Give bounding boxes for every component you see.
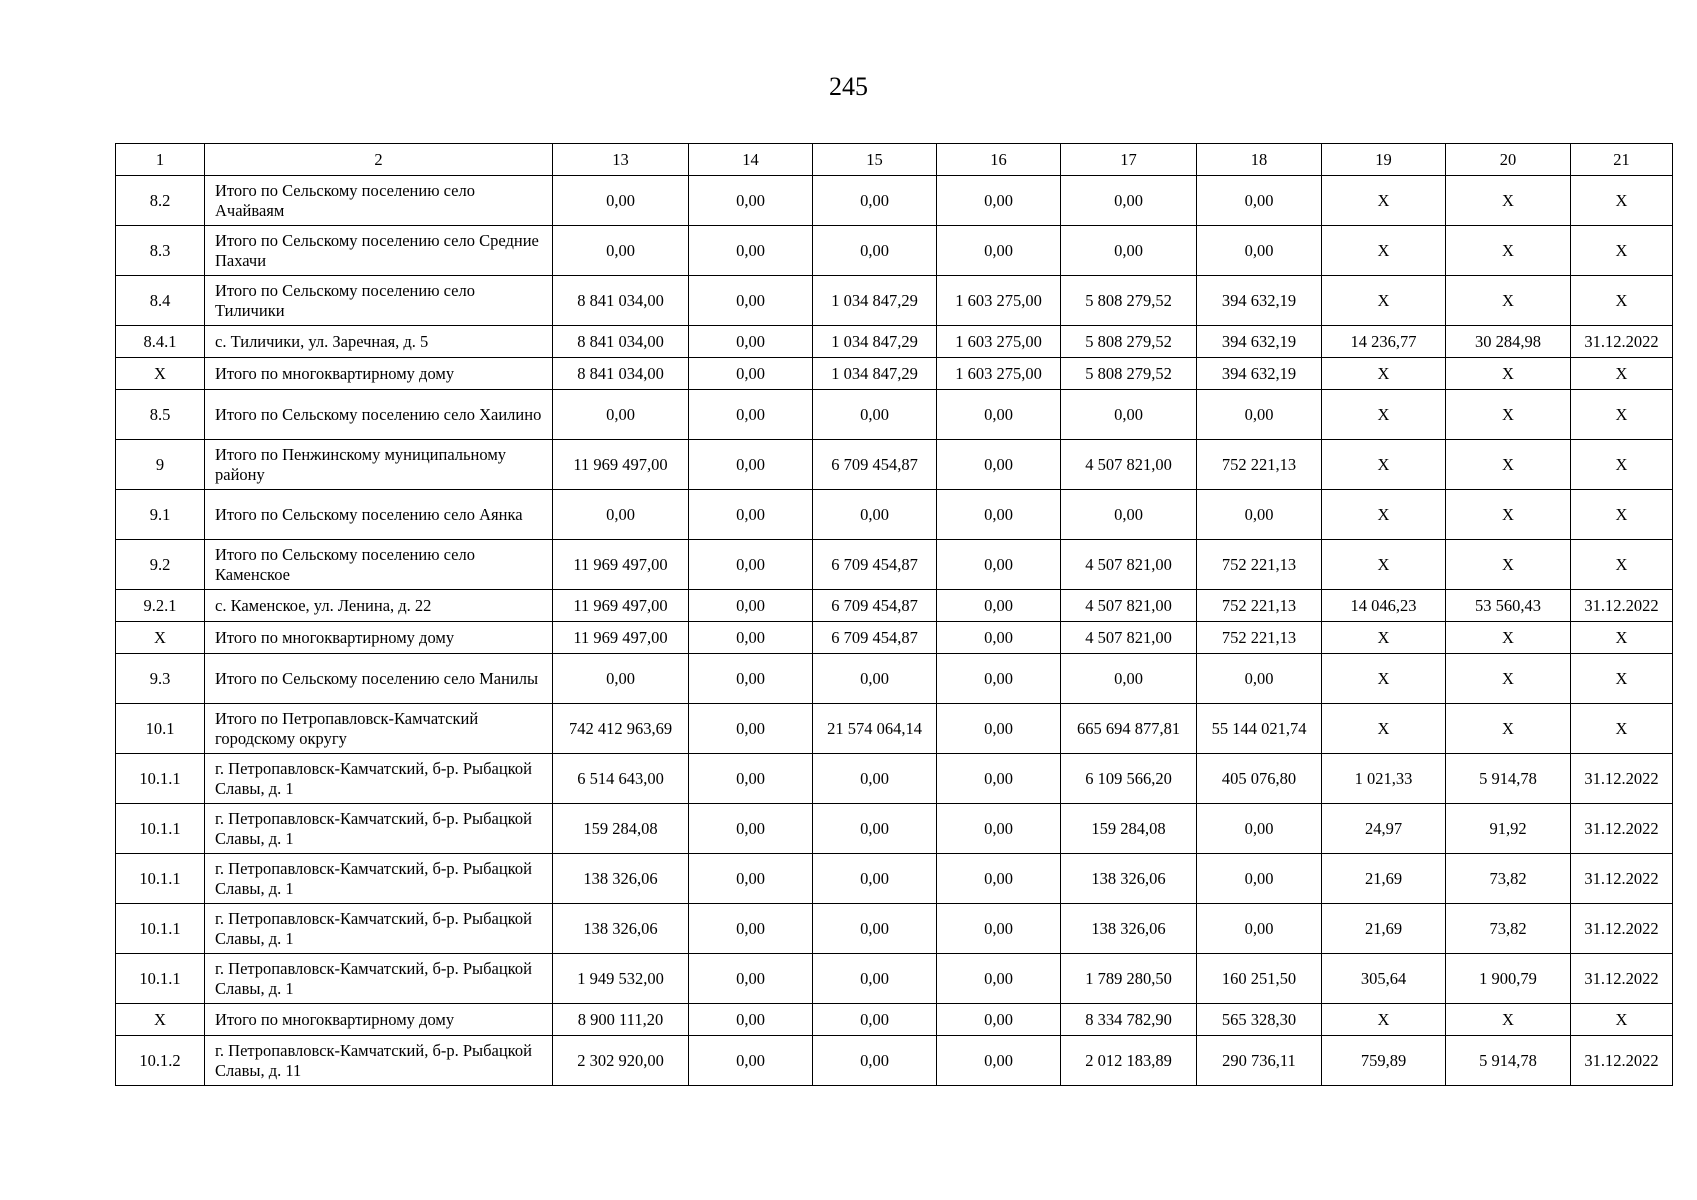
row-name-cell: г. Петропавловск-Камчатский, б-р. Рыбацкой Славы, д. 1 <box>205 754 553 804</box>
value-cell: 8 841 034,00 <box>553 358 689 390</box>
table-row <box>116 754 1673 804</box>
value-cell: 1 034 847,29 <box>813 326 937 358</box>
value-cell: 31.12.2022 <box>1571 804 1673 854</box>
value-cell: 665 694 877,81 <box>1061 704 1197 754</box>
value-cell: 5 808 279,52 <box>1061 326 1197 358</box>
value-cell: 4 507 821,00 <box>1061 622 1197 654</box>
column-header: 18 <box>1197 144 1322 176</box>
value-cell: 0,00 <box>1197 904 1322 954</box>
row-name-cell: с. Каменское, ул. Ленина, д. 22 <box>205 590 553 622</box>
value-cell: 31.12.2022 <box>1571 904 1673 954</box>
value-cell: 405 076,80 <box>1197 754 1322 804</box>
value-cell: 0,00 <box>1061 490 1197 540</box>
value-cell: X <box>1571 440 1673 490</box>
value-cell: 11 969 497,00 <box>553 440 689 490</box>
row-name-cell: Итого по Сельскому поселению село Средние Пахачи <box>205 226 553 276</box>
value-cell: 4 507 821,00 <box>1061 590 1197 622</box>
value-cell: 0,00 <box>937 954 1061 1004</box>
table-row <box>116 276 1673 326</box>
value-cell: 0,00 <box>553 654 689 704</box>
value-cell: 73,82 <box>1446 854 1571 904</box>
value-cell: 5 808 279,52 <box>1061 358 1197 390</box>
value-cell: 0,00 <box>553 390 689 440</box>
row-number-cell: 9.3 <box>116 654 205 704</box>
value-cell: 0,00 <box>813 754 937 804</box>
row-name-cell: Итого по многоквартирному дому <box>205 1004 553 1036</box>
row-number-cell: 10.1.1 <box>116 954 205 1004</box>
value-cell: 138 326,06 <box>553 854 689 904</box>
table-row <box>116 440 1673 490</box>
value-cell: 0,00 <box>689 176 813 226</box>
value-cell: 0,00 <box>937 804 1061 854</box>
value-cell: X <box>1446 276 1571 326</box>
value-cell: 11 969 497,00 <box>553 540 689 590</box>
value-cell: 31.12.2022 <box>1571 326 1673 358</box>
value-cell: 0,00 <box>553 226 689 276</box>
value-cell: X <box>1446 654 1571 704</box>
value-cell: 0,00 <box>689 1004 813 1036</box>
value-cell: 565 328,30 <box>1197 1004 1322 1036</box>
value-cell: 0,00 <box>1061 390 1197 440</box>
value-cell: 2 012 183,89 <box>1061 1036 1197 1086</box>
row-name-cell: г. Петропавловск-Камчатский, б-р. Рыбацкой Славы, д. 1 <box>205 904 553 954</box>
value-cell: 5 914,78 <box>1446 1036 1571 1086</box>
value-cell: 759,89 <box>1322 1036 1446 1086</box>
row-number-cell: 10.1.1 <box>116 854 205 904</box>
value-cell: X <box>1571 490 1673 540</box>
value-cell: 0,00 <box>689 490 813 540</box>
row-name-cell: с. Тиличики, ул. Заречная, д. 5 <box>205 326 553 358</box>
value-cell: 0,00 <box>813 954 937 1004</box>
value-cell: 394 632,19 <box>1197 276 1322 326</box>
column-header: 2 <box>205 144 553 176</box>
row-name-cell: Итого по Сельскому поселению село Каменское <box>205 540 553 590</box>
value-cell: 31.12.2022 <box>1571 590 1673 622</box>
value-cell: 0,00 <box>937 590 1061 622</box>
value-cell: 0,00 <box>813 390 937 440</box>
table-row <box>116 654 1673 704</box>
value-cell: 5 808 279,52 <box>1061 276 1197 326</box>
value-cell: 0,00 <box>689 754 813 804</box>
value-cell: X <box>1571 226 1673 276</box>
value-cell: 0,00 <box>813 854 937 904</box>
value-cell: X <box>1571 176 1673 226</box>
table-row <box>116 804 1673 854</box>
value-cell: 0,00 <box>937 390 1061 440</box>
value-cell: 159 284,08 <box>553 804 689 854</box>
value-cell: 0,00 <box>689 1036 813 1086</box>
value-cell: 1 021,33 <box>1322 754 1446 804</box>
data-table <box>115 143 1673 1086</box>
value-cell: 31.12.2022 <box>1571 754 1673 804</box>
value-cell: 752 221,13 <box>1197 590 1322 622</box>
value-cell: X <box>1571 704 1673 754</box>
row-number-cell: X <box>116 1004 205 1036</box>
value-cell: 0,00 <box>689 226 813 276</box>
row-number-cell: 9.2 <box>116 540 205 590</box>
value-cell: 14 046,23 <box>1322 590 1446 622</box>
value-cell: X <box>1446 226 1571 276</box>
value-cell: 6 709 454,87 <box>813 590 937 622</box>
value-cell: 159 284,08 <box>1061 804 1197 854</box>
value-cell: 6 514 643,00 <box>553 754 689 804</box>
value-cell: 1 034 847,29 <box>813 276 937 326</box>
value-cell: 0,00 <box>937 490 1061 540</box>
value-cell: 0,00 <box>937 854 1061 904</box>
value-cell: X <box>1322 622 1446 654</box>
table-row <box>116 904 1673 954</box>
table-row <box>116 176 1673 226</box>
row-number-cell: 9.1 <box>116 490 205 540</box>
value-cell: X <box>1322 704 1446 754</box>
value-cell: 138 326,06 <box>1061 854 1197 904</box>
value-cell: X <box>1322 276 1446 326</box>
value-cell: 752 221,13 <box>1197 540 1322 590</box>
value-cell: 394 632,19 <box>1197 326 1322 358</box>
value-cell: 6 709 454,87 <box>813 540 937 590</box>
row-number-cell: 8.2 <box>116 176 205 226</box>
table-row <box>116 358 1673 390</box>
value-cell: 8 841 034,00 <box>553 276 689 326</box>
value-cell: 305,64 <box>1322 954 1446 1004</box>
row-name-cell: Итого по Сельскому поселению село Ачайваям <box>205 176 553 226</box>
row-number-cell: 10.1.1 <box>116 804 205 854</box>
value-cell: X <box>1322 654 1446 704</box>
value-cell: 0,00 <box>937 1036 1061 1086</box>
table-header-row <box>116 144 1673 176</box>
value-cell: 394 632,19 <box>1197 358 1322 390</box>
value-cell: X <box>1446 390 1571 440</box>
table-row <box>116 704 1673 754</box>
page-number: 245 <box>829 72 868 101</box>
row-number-cell: 9 <box>116 440 205 490</box>
value-cell: 2 302 920,00 <box>553 1036 689 1086</box>
value-cell: 0,00 <box>553 490 689 540</box>
value-cell: 6 709 454,87 <box>813 622 937 654</box>
value-cell: 0,00 <box>937 754 1061 804</box>
value-cell: 30 284,98 <box>1446 326 1571 358</box>
value-cell: 0,00 <box>937 622 1061 654</box>
value-cell: X <box>1571 654 1673 704</box>
value-cell: 21,69 <box>1322 904 1446 954</box>
value-cell: 31.12.2022 <box>1571 954 1673 1004</box>
value-cell: 0,00 <box>1197 176 1322 226</box>
value-cell: 0,00 <box>813 226 937 276</box>
value-cell: X <box>1322 358 1446 390</box>
value-cell: 0,00 <box>689 358 813 390</box>
value-cell: 55 144 021,74 <box>1197 704 1322 754</box>
value-cell: X <box>1322 440 1446 490</box>
value-cell: 11 969 497,00 <box>553 590 689 622</box>
value-cell: X <box>1571 1004 1673 1036</box>
value-cell: 0,00 <box>813 804 937 854</box>
value-cell: 0,00 <box>689 276 813 326</box>
column-header: 15 <box>813 144 937 176</box>
value-cell: X <box>1322 490 1446 540</box>
value-cell: 4 507 821,00 <box>1061 540 1197 590</box>
value-cell: 0,00 <box>1197 226 1322 276</box>
value-cell: X <box>1322 176 1446 226</box>
row-name-cell: Итого по Пенжинскому муниципальному району <box>205 440 553 490</box>
value-cell: 53 560,43 <box>1446 590 1571 622</box>
value-cell: 0,00 <box>689 854 813 904</box>
value-cell: 1 603 275,00 <box>937 326 1061 358</box>
value-cell: X <box>1571 622 1673 654</box>
row-number-cell: X <box>116 358 205 390</box>
row-number-cell: 9.2.1 <box>116 590 205 622</box>
value-cell: X <box>1446 490 1571 540</box>
value-cell: 73,82 <box>1446 904 1571 954</box>
value-cell: X <box>1571 358 1673 390</box>
column-header: 16 <box>937 144 1061 176</box>
value-cell: 0,00 <box>689 590 813 622</box>
value-cell: X <box>1446 704 1571 754</box>
row-number-cell: 10.1.1 <box>116 904 205 954</box>
value-cell: 8 900 111,20 <box>553 1004 689 1036</box>
row-number-cell: 10.1.1 <box>116 754 205 804</box>
row-number-cell: X <box>116 622 205 654</box>
value-cell: X <box>1571 276 1673 326</box>
table-row <box>116 540 1673 590</box>
value-cell: 0,00 <box>689 440 813 490</box>
row-name-cell: Итого по многоквартирному дому <box>205 622 553 654</box>
value-cell: 0,00 <box>1061 654 1197 704</box>
table-row <box>116 954 1673 1004</box>
value-cell: 0,00 <box>689 904 813 954</box>
value-cell: 0,00 <box>689 622 813 654</box>
value-cell: 11 969 497,00 <box>553 622 689 654</box>
table-row <box>116 854 1673 904</box>
value-cell: 8 841 034,00 <box>553 326 689 358</box>
value-cell: X <box>1571 540 1673 590</box>
value-cell: 21,69 <box>1322 854 1446 904</box>
value-cell: 0,00 <box>1197 654 1322 704</box>
value-cell: 91,92 <box>1446 804 1571 854</box>
value-cell: 8 334 782,90 <box>1061 1004 1197 1036</box>
value-cell: 31.12.2022 <box>1571 854 1673 904</box>
value-cell: 1 603 275,00 <box>937 358 1061 390</box>
row-name-cell: г. Петропавловск-Камчатский, б-р. Рыбацкой Славы, д. 1 <box>205 854 553 904</box>
value-cell: 0,00 <box>937 440 1061 490</box>
value-cell: X <box>1322 226 1446 276</box>
row-name-cell: Итого по многоквартирному дому <box>205 358 553 390</box>
value-cell: 21 574 064,14 <box>813 704 937 754</box>
row-number-cell: 8.4.1 <box>116 326 205 358</box>
value-cell: 0,00 <box>813 1004 937 1036</box>
value-cell: 0,00 <box>1061 176 1197 226</box>
value-cell: 0,00 <box>813 1036 937 1086</box>
table-row <box>116 390 1673 440</box>
value-cell: 290 736,11 <box>1197 1036 1322 1086</box>
value-cell: 742 412 963,69 <box>553 704 689 754</box>
row-number-cell: 10.1 <box>116 704 205 754</box>
value-cell: 1 034 847,29 <box>813 358 937 390</box>
row-name-cell: Итого по Петропавловск-Камчатский городскому округу <box>205 704 553 754</box>
row-name-cell: г. Петропавловск-Камчатский, б-р. Рыбацкой Славы, д. 1 <box>205 954 553 1004</box>
row-number-cell: 10.1.2 <box>116 1036 205 1086</box>
value-cell: 0,00 <box>689 704 813 754</box>
value-cell: 4 507 821,00 <box>1061 440 1197 490</box>
value-cell: 1 900,79 <box>1446 954 1571 1004</box>
value-cell: 1 949 532,00 <box>553 954 689 1004</box>
value-cell: 24,97 <box>1322 804 1446 854</box>
table-row <box>116 1036 1673 1086</box>
value-cell: X <box>1322 390 1446 440</box>
column-header: 1 <box>116 144 205 176</box>
value-cell: 0,00 <box>937 540 1061 590</box>
column-header: 14 <box>689 144 813 176</box>
value-cell: 6 109 566,20 <box>1061 754 1197 804</box>
row-name-cell: Итого по Сельскому поселению село Аянка <box>205 490 553 540</box>
row-number-cell: 8.3 <box>116 226 205 276</box>
value-cell: X <box>1446 176 1571 226</box>
value-cell: 752 221,13 <box>1197 440 1322 490</box>
value-cell: 0,00 <box>1197 804 1322 854</box>
value-cell: 1 789 280,50 <box>1061 954 1197 1004</box>
value-cell: X <box>1446 358 1571 390</box>
value-cell: 0,00 <box>689 540 813 590</box>
value-cell: 0,00 <box>813 490 937 540</box>
column-header: 19 <box>1322 144 1446 176</box>
row-name-cell: Итого по Сельскому поселению село Хаилино <box>205 390 553 440</box>
value-cell: X <box>1446 540 1571 590</box>
value-cell: 0,00 <box>689 804 813 854</box>
value-cell: 0,00 <box>1197 390 1322 440</box>
value-cell: X <box>1446 1004 1571 1036</box>
value-cell: 138 326,06 <box>1061 904 1197 954</box>
column-header: 13 <box>553 144 689 176</box>
column-header: 21 <box>1571 144 1673 176</box>
value-cell: 0,00 <box>689 954 813 1004</box>
value-cell: X <box>1571 390 1673 440</box>
value-cell: 0,00 <box>689 390 813 440</box>
value-cell: 0,00 <box>937 1004 1061 1036</box>
value-cell: X <box>1322 1004 1446 1036</box>
value-cell: 0,00 <box>813 176 937 226</box>
value-cell: 0,00 <box>937 654 1061 704</box>
value-cell: 0,00 <box>937 704 1061 754</box>
row-name-cell: г. Петропавловск-Камчатский, б-р. Рыбацкой Славы, д. 11 <box>205 1036 553 1086</box>
value-cell: 0,00 <box>813 654 937 704</box>
value-cell: 14 236,77 <box>1322 326 1446 358</box>
table-row <box>116 590 1673 622</box>
table-row <box>116 226 1673 276</box>
value-cell: 138 326,06 <box>553 904 689 954</box>
row-name-cell: Итого по Сельскому поселению село Тиличики <box>205 276 553 326</box>
value-cell: X <box>1446 622 1571 654</box>
value-cell: 1 603 275,00 <box>937 276 1061 326</box>
value-cell: 0,00 <box>689 654 813 704</box>
value-cell: 0,00 <box>937 904 1061 954</box>
value-cell: X <box>1446 440 1571 490</box>
table-row <box>116 622 1673 654</box>
value-cell: 0,00 <box>937 176 1061 226</box>
table-row <box>116 326 1673 358</box>
value-cell: 31.12.2022 <box>1571 1036 1673 1086</box>
value-cell: 6 709 454,87 <box>813 440 937 490</box>
value-cell: 0,00 <box>813 904 937 954</box>
value-cell: 0,00 <box>1061 226 1197 276</box>
row-name-cell: Итого по Сельскому поселению село Манилы <box>205 654 553 704</box>
value-cell: 0,00 <box>689 326 813 358</box>
value-cell: 160 251,50 <box>1197 954 1322 1004</box>
row-name-cell: г. Петропавловск-Камчатский, б-р. Рыбацкой Славы, д. 1 <box>205 804 553 854</box>
value-cell: 0,00 <box>553 176 689 226</box>
column-header: 20 <box>1446 144 1571 176</box>
row-number-cell: 8.4 <box>116 276 205 326</box>
value-cell: 0,00 <box>1197 854 1322 904</box>
table-row <box>116 490 1673 540</box>
value-cell: X <box>1322 540 1446 590</box>
value-cell: 5 914,78 <box>1446 754 1571 804</box>
value-cell: 752 221,13 <box>1197 622 1322 654</box>
table-row <box>116 1004 1673 1036</box>
row-number-cell: 8.5 <box>116 390 205 440</box>
value-cell: 0,00 <box>1197 490 1322 540</box>
value-cell: 0,00 <box>937 226 1061 276</box>
column-header: 17 <box>1061 144 1197 176</box>
